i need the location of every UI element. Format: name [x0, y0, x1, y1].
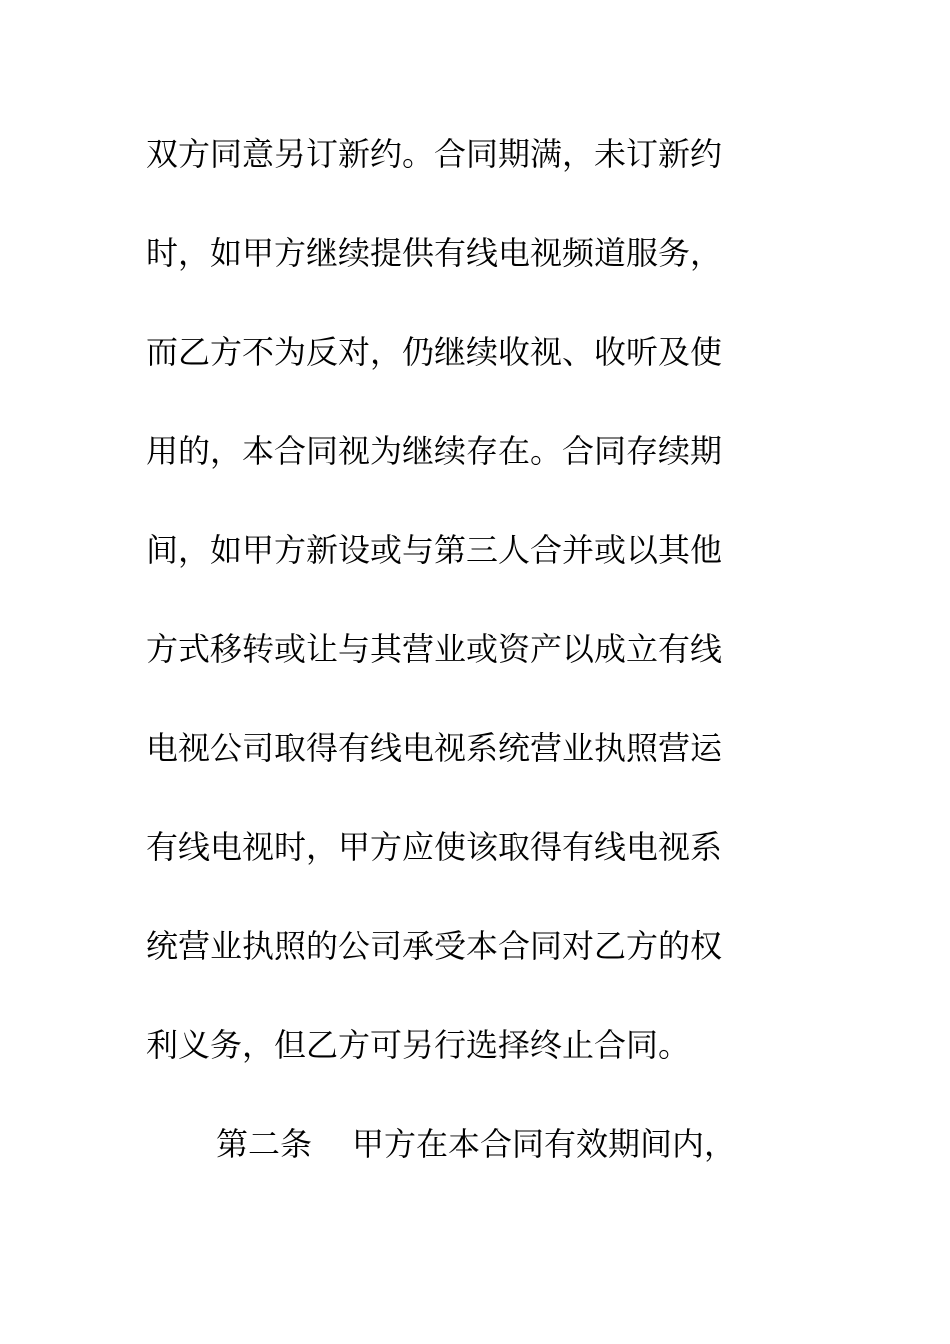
text-line: 双方同意另订新约。合同期满，未订新约	[146, 135, 723, 173]
article-number: 第二条	[216, 1125, 313, 1163]
text-line: 有线电视时，甲方应使该取得有线电视系	[146, 828, 723, 866]
article-two-heading-line	[146, 1112, 786, 1176]
text-line: 时，如甲方继续提供有线电视频道服务，	[146, 234, 723, 272]
article-text: 甲方在本合同有效期间内，	[352, 1125, 737, 1163]
text-line: 用的，本合同视为继续存在。合同存续期	[146, 432, 723, 470]
text-line: 方式移转或让与其营业或资产以成立有线	[146, 630, 723, 668]
contract-text	[146, 122, 786, 1211]
text-line: 利义务，但乙方可另行选择终止合同。	[146, 1026, 691, 1064]
text-line: 间，如甲方新设或与第三人合并或以其他	[146, 531, 723, 569]
text-line: 统营业执照的公司承受本合同对乙方的权	[146, 927, 723, 965]
text-line: 电视公司取得有线电视系统营业执照营运	[146, 729, 723, 767]
text-line: 而乙方不为反对，仍继续收视、收听及使	[146, 333, 723, 371]
